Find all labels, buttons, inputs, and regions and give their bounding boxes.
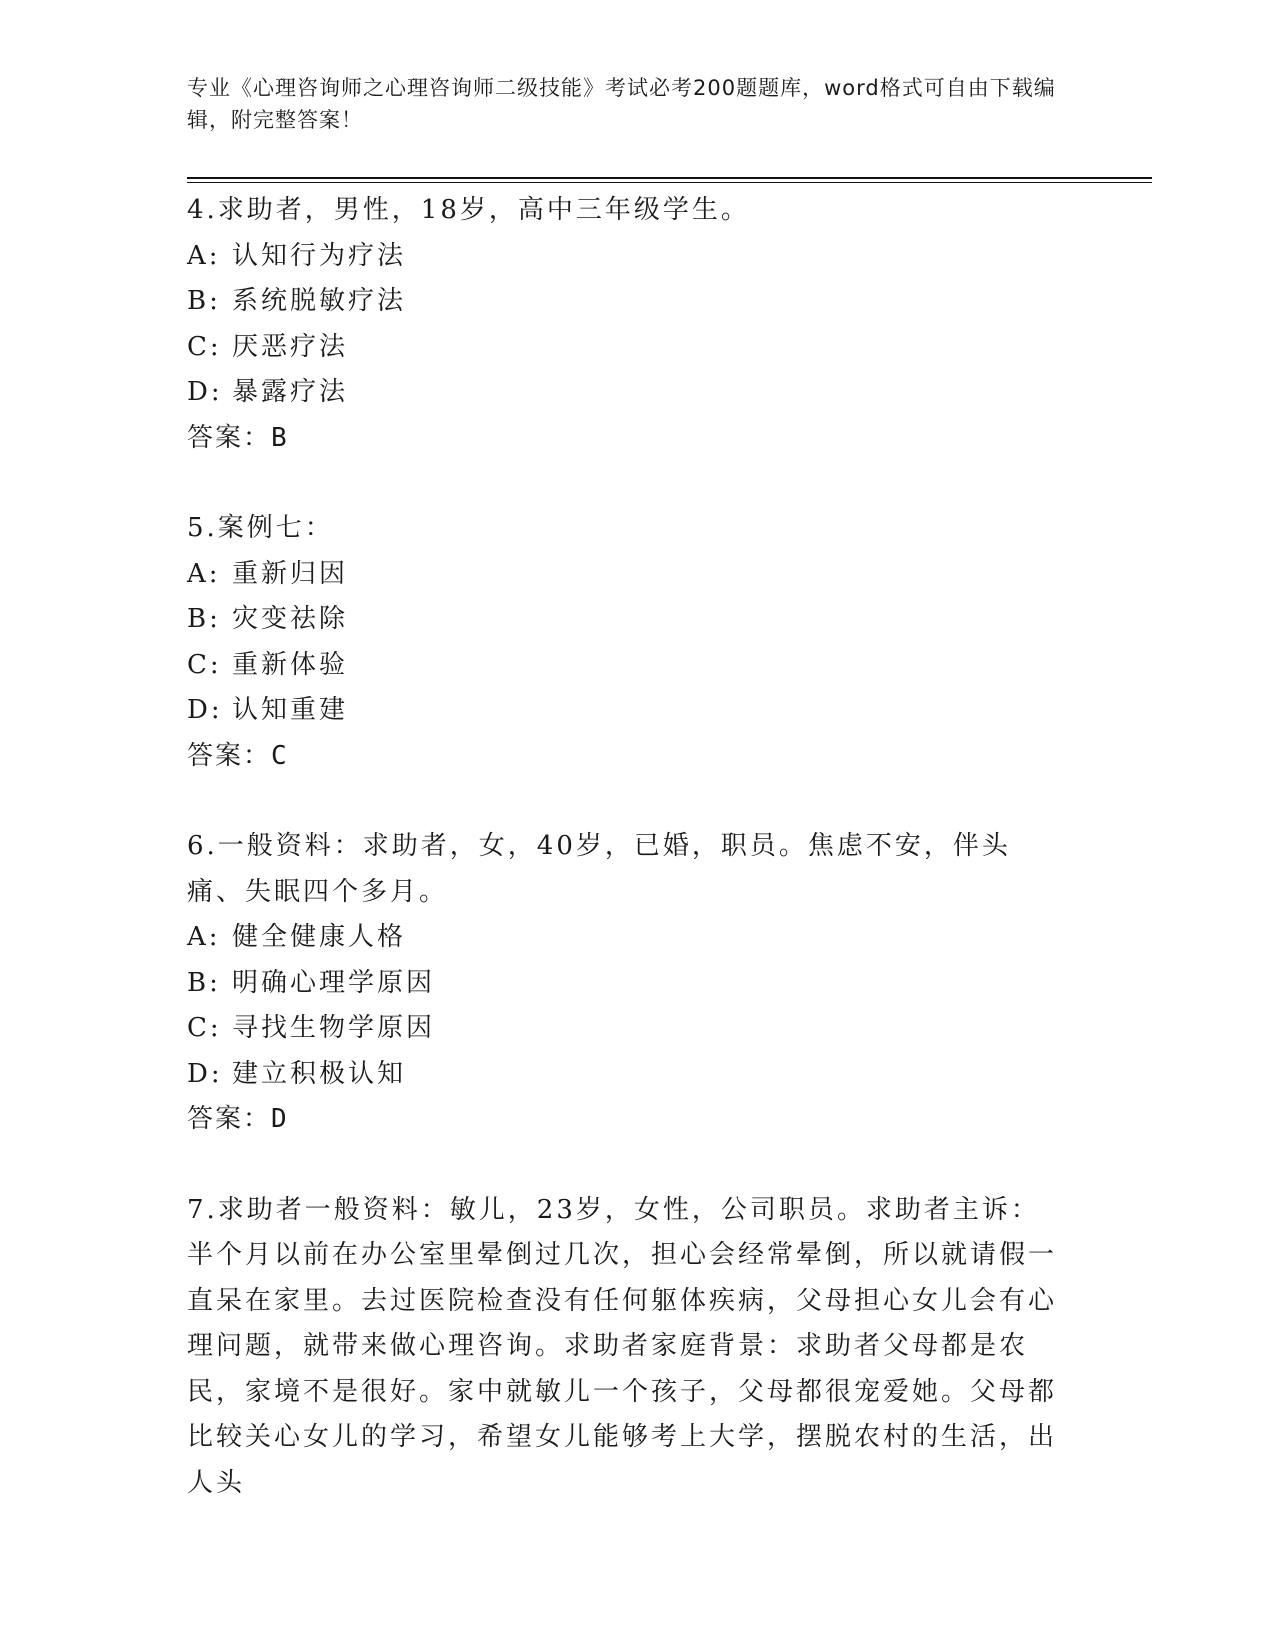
option-d: D: 建立积极认知 <box>187 1058 407 1089</box>
option-c: C: 厌恶疗法 <box>187 331 349 362</box>
option-a: A: 认知行为疗法 <box>187 240 407 271</box>
question-list <box>187 188 1067 1551</box>
option-b: B: 灾变祛除 <box>187 604 349 634</box>
question-6 <box>187 824 1067 1143</box>
option-c: C: 重新体验 <box>187 649 349 680</box>
question-text: 5.案例七： <box>187 513 334 543</box>
question-text: 6.一般资料：求助者，女，40岁，已婚，职员。焦虑不安，伴头痛、失眠四个多月。 <box>187 831 1011 907</box>
question-7 <box>187 1188 1067 1507</box>
answer: 答案：C <box>187 740 288 771</box>
question-text: 4.求助者，男性，18岁，高中三年级学生。 <box>187 195 750 225</box>
document-header: 专业《心理咨询师之心理咨询师二级技能》考试必考200题题库，word格式可自由下载编辑，附完整答案！ <box>187 76 1056 132</box>
answer: 答案：D <box>187 1104 288 1134</box>
header-divider <box>187 177 1152 183</box>
option-d: D: 暴露疗法 <box>187 377 349 407</box>
option-c: C: 寻找生物学原因 <box>187 1013 436 1043</box>
option-b: B: 系统脱敏疗法 <box>187 286 407 316</box>
answer: 答案：B <box>187 422 288 453</box>
option-a: A: 重新归因 <box>187 558 349 589</box>
option-d: D: 认知重建 <box>187 695 349 725</box>
question-4 <box>187 188 1067 461</box>
question-text: 7.求助者一般资料：敏儿，23岁，女性，公司职员。求助者主诉：半个月以前在办公室里晕倒过几次，担心会经常晕倒，所以就请假一直呆在家里。去过医院检查没有任何躯体疾病，父母担心女儿会有心理问题，就带来做心理咨询。求助者家庭背景：求助者父母都是农民，家境不是很好。家中就敏儿一个孩子，父母都很宠爱她。父母都比较关心女儿的学习，希望女儿能够考上大学，摆脱农村的生活，出人头 <box>187 1194 1058 1498</box>
question-5 <box>187 506 1067 779</box>
option-b: B: 明确心理学原因 <box>187 967 436 998</box>
option-a: A: 健全健康人格 <box>187 922 407 952</box>
